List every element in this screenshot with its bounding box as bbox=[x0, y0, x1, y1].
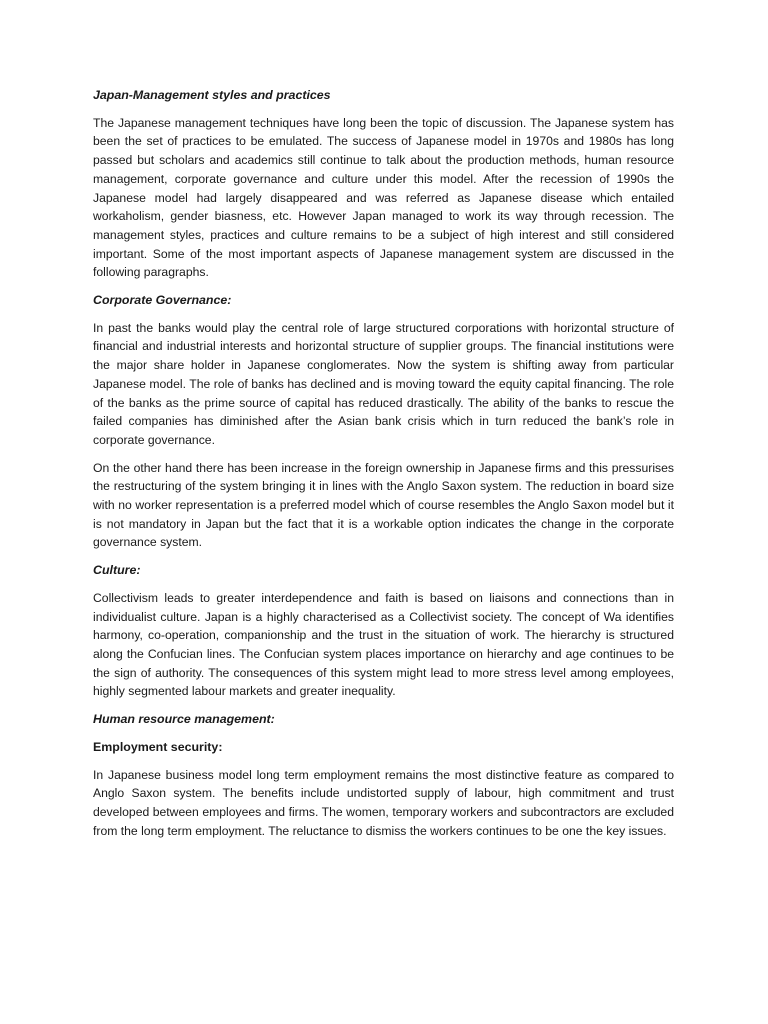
culture-heading: Culture: bbox=[93, 563, 141, 578]
employment-security-paragraph: In Japanese business model long term employment remains the most distinctive feature as compared to Anglo Saxon system. The benefits include undistorted supply of labour, high commitment and trust developed between employees and firms. The women, temporary workers and subcontractors are excluded from the long term employment. The reluctance to dismiss the workers continues to be one the key issues. bbox=[93, 767, 674, 838]
corporate-governance-paragraph-1: In past the banks would play the central role of large structured corporations with horizontal structure of financial and industrial interests and horizontal structure of supplier groups. The financial institutions were the major share holder in Japanese conglomerates. Now the system is shifting away from particular Japanese model. The role of banks has declined and is moving toward the equity capital financing. The role of the banks as the prime source of capital has reduced drastically. The ability of the banks to rescue the failed companies has diminished after the Asian bank crisis which in turn reduced the bank’s role in corporate governance. bbox=[93, 320, 674, 447]
corporate-governance-heading: Corporate Governance: bbox=[93, 293, 232, 308]
hrm-heading: Human resource management: bbox=[93, 712, 275, 727]
document-page bbox=[93, 86, 674, 849]
intro-paragraph: The Japanese management techniques have long been the topic of discussion. The Japanese system has been the set of practices to be emulated. The success of Japanese model in 1970s and 1980s has long passed but scholars and academics still continue to talk about the production methods, human resource management, corporate governance and culture under this model. After the recession of 1990s the Japanese model had largely disappeared and was referred as Japanese disease which entailed workaholism, gender biasness, etc. However Japan managed to work its way through recession. The management styles, practices and culture remains to be a subject of high interest and still considered important. Some of the most important aspects of Japanese management system are discussed in the following paragraphs. bbox=[93, 115, 674, 280]
document-title: Japan-Management styles and practices bbox=[93, 88, 331, 102]
corporate-governance-paragraph-2: On the other hand there has been increase in the foreign ownership in Japanese firms and this pressurises the restructuring of the system bringing it in lines with the Anglo Saxon system. The reduction in board size with no worker representation is a preferred model which of course resembles the Anglo Saxon model but it is not mandatory in Japan but the fact that it is a workable option indicates the change in the corporate governance system. bbox=[93, 460, 674, 550]
culture-paragraph: Collectivism leads to greater interdependence and faith is based on liaisons and connections than in individualist culture. Japan is a highly characterised as a Collectivist society. The concept of Wa identifies harmony, co-operation, companionship and the trust in the situation of work. The hierarchy is structured along the Confucian lines. The Confucian system places importance on hierarchy and age continues to be the sign of authority. The consequences of this system might lead to more stress level among employees, highly segmented labour markets and greater inequality. bbox=[93, 590, 674, 699]
employment-security-heading: Employment security: bbox=[93, 739, 223, 754]
